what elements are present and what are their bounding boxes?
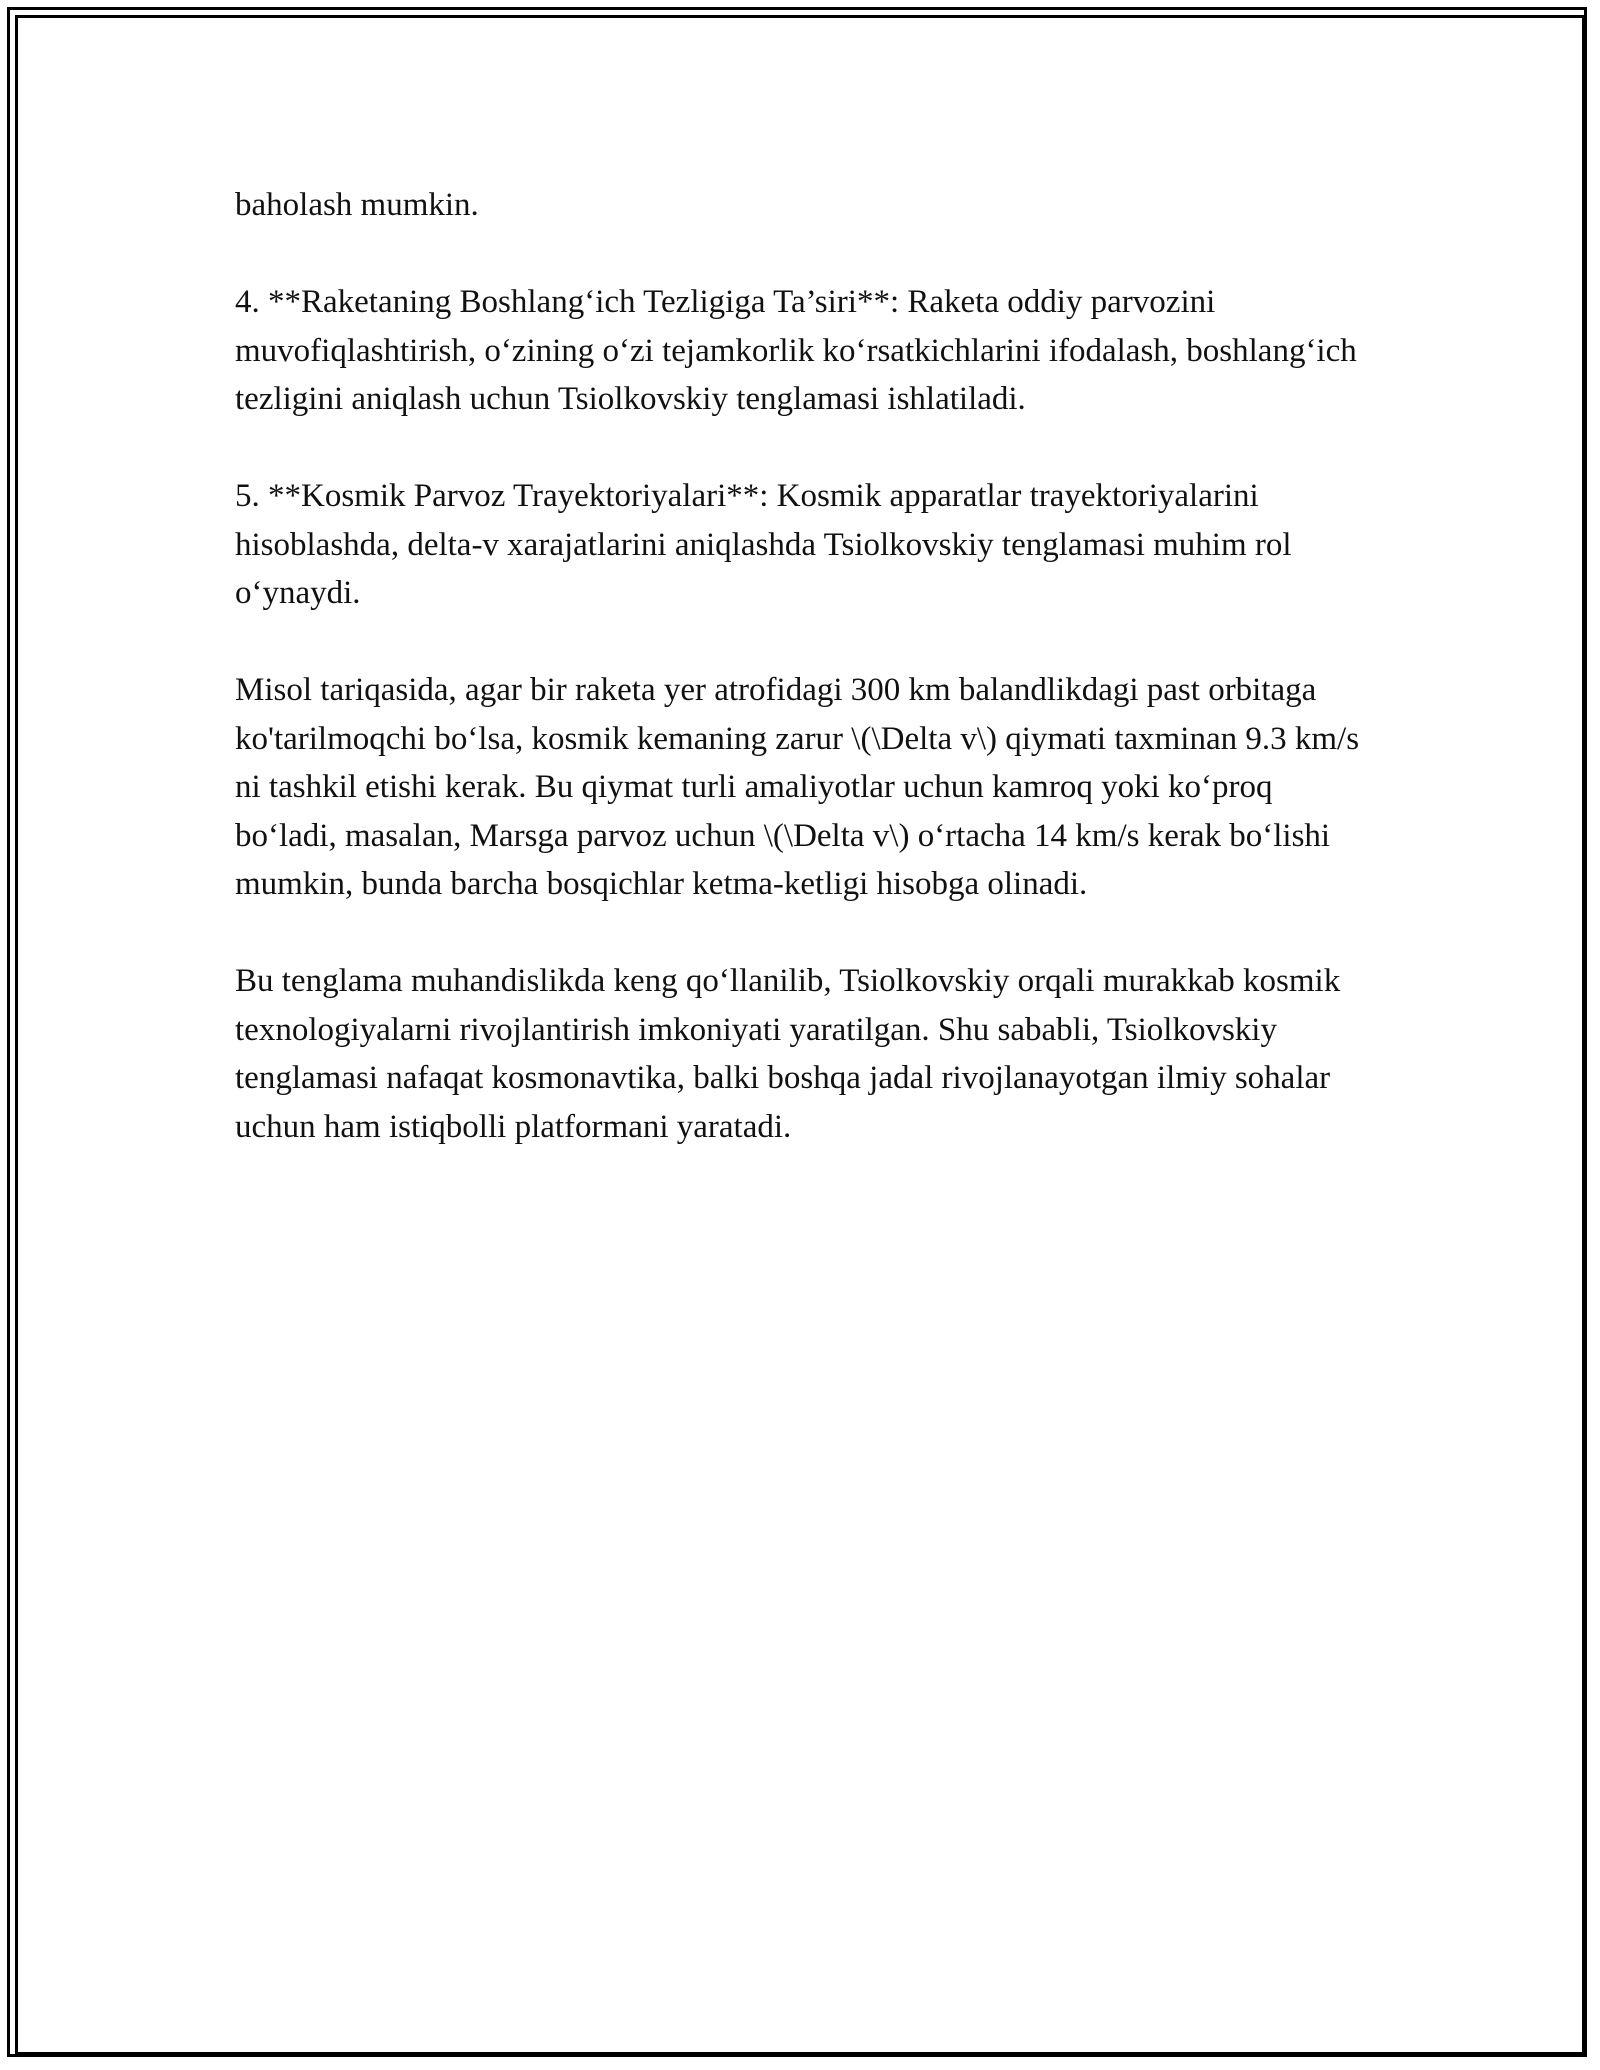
paragraph-example: Misol tariqasida, agar bir raketa yer atrofidagi 300 km balandlikdagi past orbitaga ko'tarilmoqchi bo‘lsa, kosmik kemaning zarur \(\Delta v\) qiymati taxminan 9.3 km/s ni tashkil etishi kerak. Bu qiymat turli amaliyotlar uchun kamroq yoki ko‘proq bo‘ladi, masalan, Marsga parvoz uchun \(\Delta v\) o‘rtacha 14 km/s kerak bo‘lishi mumkin, bunda barcha bosqichlar ketma-ketligi hisobga olinadi.: [235, 672, 1360, 902]
paragraph-item-5: 5. **Kosmik Parvoz Trayektoriyalari**: Kosmik apparatlar trayektoriyalarini hisoblashda, delta-v xarajatlarini aniqlashda Tsiolkovskiy tenglamasi muhim rol o‘ynaydi.: [235, 478, 1292, 611]
document-body: [235, 181, 1365, 1200]
paragraph-conclusion: Bu tenglama muhandislikda keng qo‘llanilib, Tsiolkovskiy orqali murakkab kosmik texnologiyalarni rivojlantirish imkoniyati yaratilgan. Shu sababli, Tsiolkovskiy tenglamasi nafaqat kosmonavtika, balki boshqa jadal rivojlanayotgan ilmiy sohalar uchun ham istiqbolli platformani yaratadi.: [235, 963, 1341, 1145]
paragraph-item-4: 4. **Raketaning Boshlang‘ich Tezligiga Ta’siri**: Raketa oddiy parvozini muvofiqlashtirish, o‘zining o‘zi tejamkorlik ko‘rsatkichlarini ifodalash, boshlang‘ich tezligini aniqlash uchun Tsiolkovskiy tenglamasi ishlatiladi.: [235, 284, 1357, 417]
paragraph-continuation: baholash mumkin.: [235, 187, 479, 223]
